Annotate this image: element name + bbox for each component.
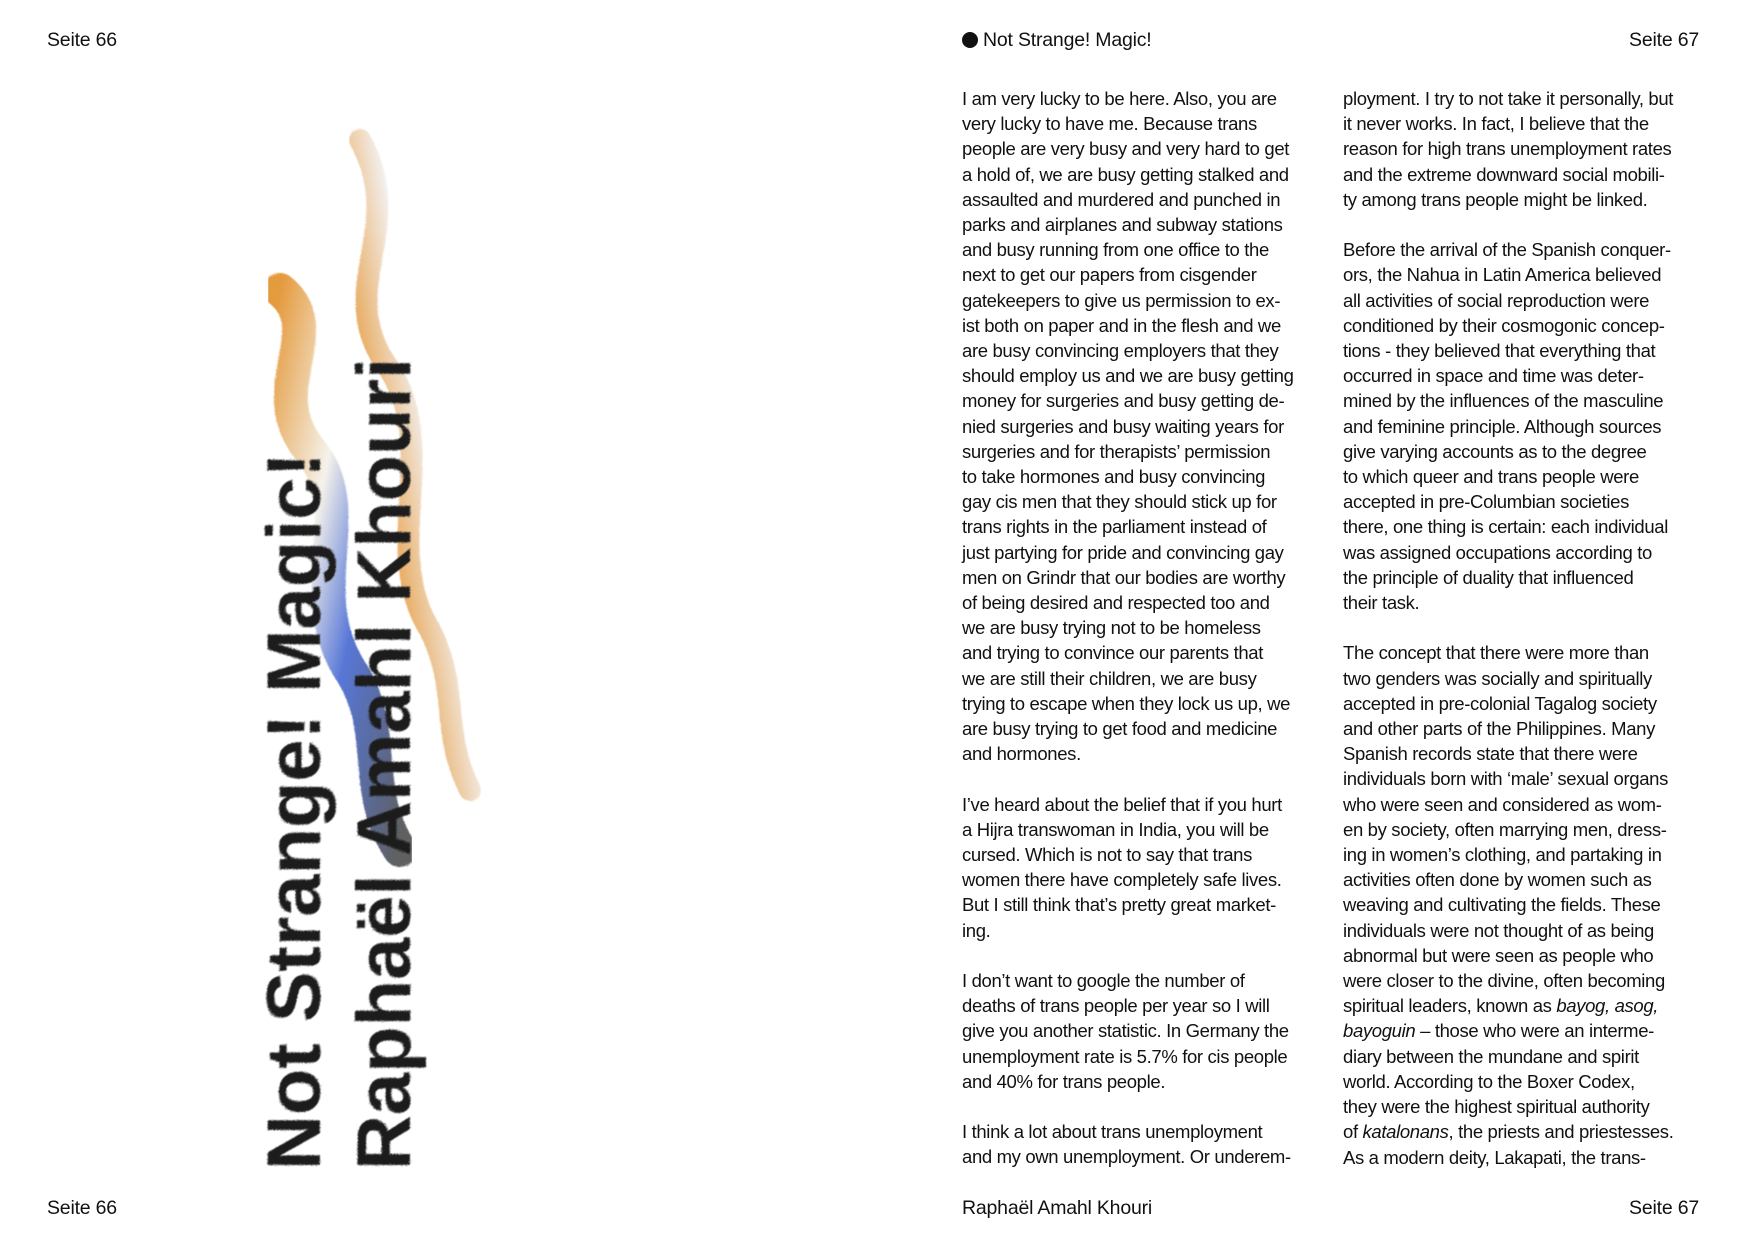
- title-artwork-svg: [240, 30, 530, 1190]
- title-artwork: [240, 30, 530, 1190]
- running-foot-author: Raphaël Amahl Khouri: [962, 1197, 1153, 1219]
- bullet-dot-icon: [962, 32, 978, 48]
- page-number-right-bottom: Seite 67: [1629, 1197, 1699, 1219]
- page-number-left-bottom: Seite 66: [47, 1197, 117, 1219]
- paragraph: I think a lot about trans unemployment and my own unemployment. Or underem-: [962, 1121, 1291, 1168]
- running-head-title: Not Strange! Magic!: [983, 29, 1152, 51]
- page-number-right-top: Seite 67: [1629, 29, 1699, 51]
- paragraph: ployment. I try to not take it personally, but it never works. In fact, I believe that the reason for high trans unemployment rates and the extreme downward social mobili- ty among trans people might be linked.: [1343, 88, 1674, 210]
- italic-term: bayog, asog, bayoguin: [1343, 995, 1659, 1042]
- page-number-left-top: Seite 66: [47, 29, 117, 51]
- paragraph: [1343, 640, 1711, 1169]
- text-column-right: [1343, 86, 1711, 1170]
- paragraph-text: , the priests and priestesses. As a modern deity, Lakapati, the trans-: [1343, 1121, 1674, 1168]
- text-column-left: [962, 86, 1330, 1170]
- running-head: [962, 28, 1152, 52]
- paragraph-text: The concept that there were more than two genders was socially and spiritually accepted in pre-colonial Tagalog society and other parts of the Philippines. Many Spanish records state that there were individuals born with ‘male’ sexual organs who were seen and considered as wom- en by society, often marrying men, dress- ing in women’s clothing, and partaking in activities often done by women such as weaving and cultivating the fields. These individuals were not thought of as being abnormal but were seen as people who were closer to the divine, often becoming spiritual leaders, known as: [1343, 642, 1668, 1017]
- artwork-title: Not Strange! Magic!: [252, 452, 337, 1170]
- paragraph-text: – those who were an interme- diary between the mundane and spirit world. According to the Boxer Codex, they were the highest spiritual authority of: [1343, 1020, 1654, 1143]
- artwork-author: Raphaël Amahl Khouri: [342, 357, 427, 1170]
- paragraph: I am very lucky to be here. Also, you are very lucky to have me. Because trans people are very busy and very hard to get a hold of, we are busy getting stalked and assaulted and murdered and punched in parks and airplanes and subway stations and busy running from one office to the next to get our papers from cisgender gatekeepers to give us permission to ex- ist both on paper and in the flesh and we are busy convincing employers that they should employ us and we are busy getting money for surgeries and busy getting de- nied surgeries and busy waiting years for surgeries and for therapists’ permission to take hormones and busy convincing gay cis men that they should stick up for trans rights in the parliament instead of just partying for pride and convincing gay men on Grindr that our bodies are worthy of being desired and respected too and we are busy trying not to be homeless and trying to convince our parents that we are still their children, we are busy trying to escape when they lock us up, we are busy trying to get food and medicine and hormones.: [962, 88, 1294, 765]
- italic-term: katalonans: [1362, 1121, 1449, 1143]
- paragraph: Before the arrival of the Spanish conquer- ors, the Nahua in Latin America believed all activities of social reproduction were conditioned by their cosmogonic concep- tions - they believed that everything that occurred in space and time was deter- mined by the influences of the masculine and feminine principle. Although sources give varying accounts as to the degree to which queer and trans people were accepted in pre-Columbian societies there, one thing is certain: each individual was assigned occupations according to the principle of duality that influenced their task.: [1343, 239, 1671, 614]
- paragraph: I’ve heard about the belief that if you hurt a Hijra transwoman in India, you will be cursed. Which is not to say that trans women there have completely safe lives. But I still think that’s pretty great market- ing.: [962, 793, 1282, 941]
- paragraph: I don’t want to google the number of deaths of trans people per year so I will give you another statistic. In Germany the unemployment rate is 5.7% for cis people and 40% for trans people.: [962, 970, 1289, 1092]
